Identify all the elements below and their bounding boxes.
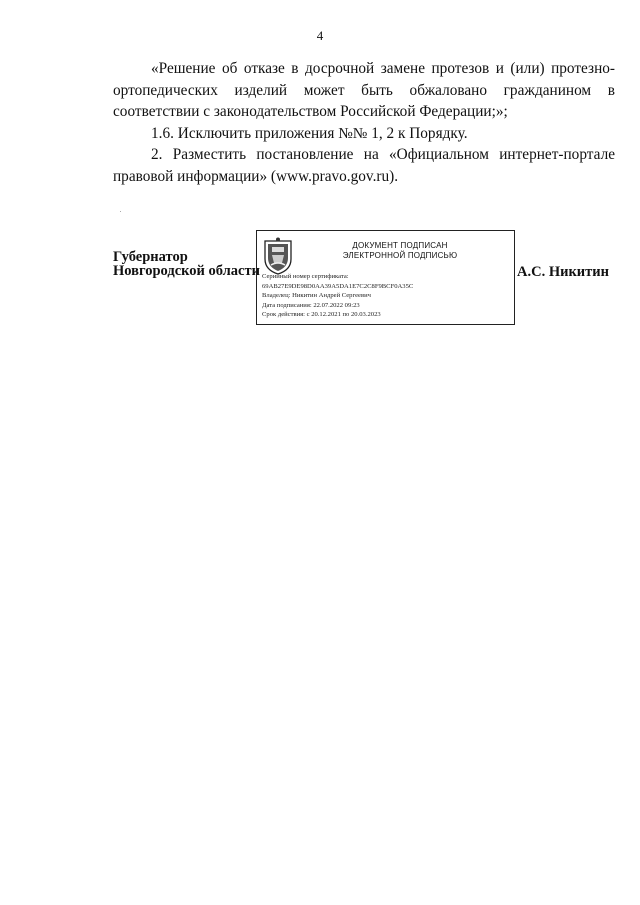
stamp-validity: Срок действия: с 20.12.2021 по 20.03.2023 xyxy=(262,311,381,318)
stamp-heading-line2: ЭЛЕКТРОННОЙ ПОДПИСЬЮ xyxy=(342,251,458,260)
stamp-cert-label: Серийный номер сертификата: xyxy=(262,273,349,280)
stamp-heading xyxy=(305,241,495,261)
paragraph-appeal-clause: «Решение об отказе в досрочной замене протезов и (или) протезно-ортопедических изделий может быть обжаловано гражданином в соответствии с законодательством Российской Федерации;»; xyxy=(113,60,615,121)
electronic-signature-stamp xyxy=(256,230,515,325)
signatory-position-line2: Новгородской области xyxy=(113,263,260,279)
scan-speck xyxy=(120,211,121,212)
signatory-position xyxy=(113,250,260,278)
document-body xyxy=(113,58,615,188)
signatory-name: А.С. Никитин xyxy=(517,264,609,280)
stamp-cert-number: 69AB27E9DE98D0AA39A5DA1E7C2C8F9BCF0A35C xyxy=(262,282,414,290)
stamp-owner: Владелец: Никитин Андрей Сергеевич xyxy=(262,292,371,299)
coat-of-arms-icon xyxy=(263,237,293,275)
paragraph-2: 2. Разместить постановление на «Официальном интернет-портале правовой информации» (www.pravo.gov.ru). xyxy=(113,146,615,185)
page-number: 4 xyxy=(316,28,324,43)
signatory-position-line1: Губернатор xyxy=(113,249,188,265)
paragraph-1-6: 1.6. Исключить приложения №№ 1, 2 к Порядку. xyxy=(151,124,468,142)
stamp-heading-line1: ДОКУМЕНТ ПОДПИСАН xyxy=(352,241,448,250)
stamp-signed-date: Дата подписания: 22.07.2022 09:23 xyxy=(262,301,360,309)
stamp-details xyxy=(262,272,512,320)
